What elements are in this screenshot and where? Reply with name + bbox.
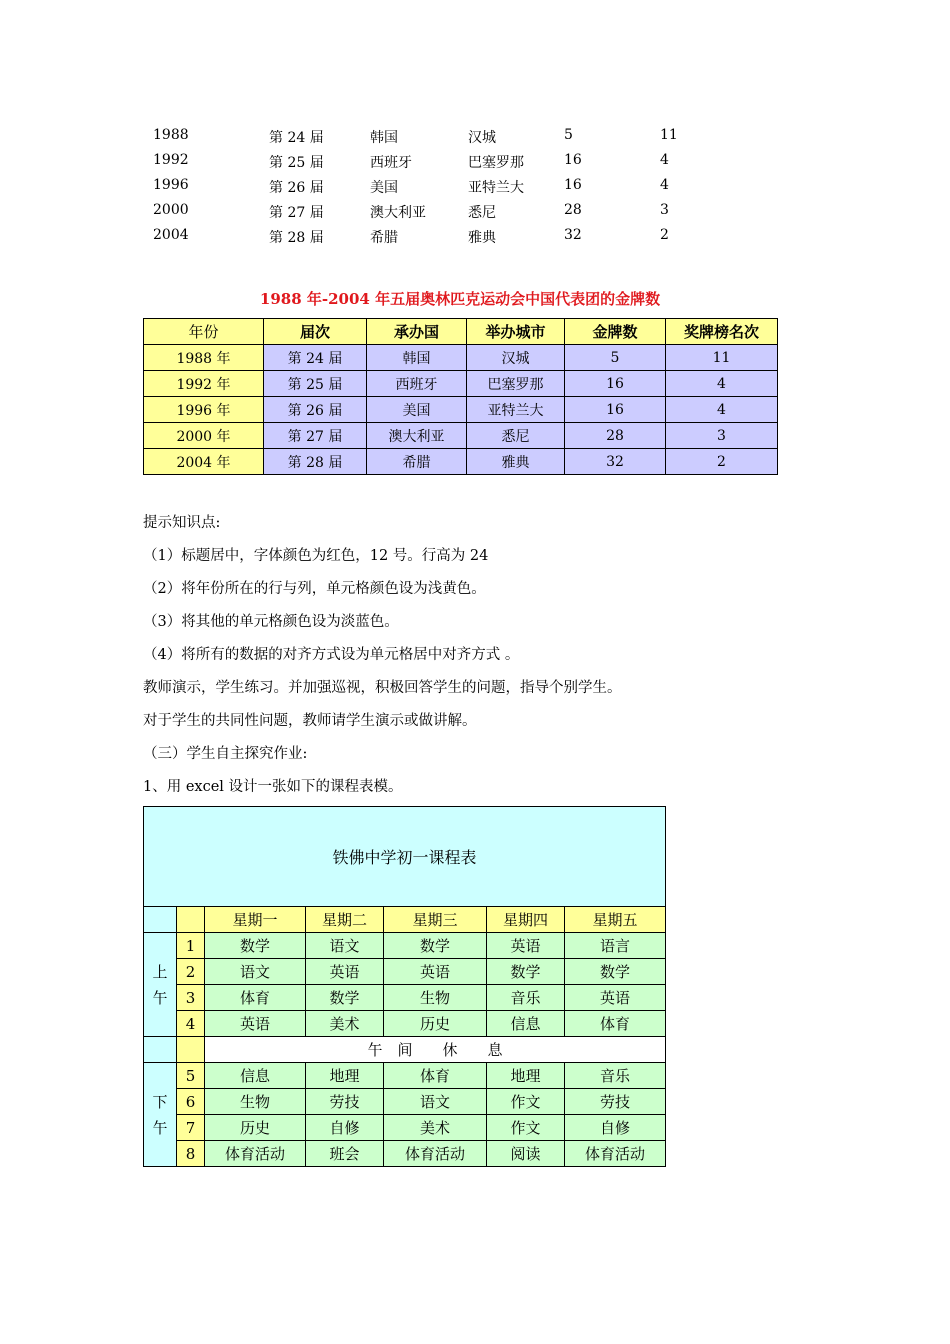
plain-rank: 4 <box>660 152 669 168</box>
plain-row <box>153 199 753 224</box>
subject-cell: 自修 <box>306 1115 384 1141</box>
schedule-row <box>144 1063 666 1089</box>
blank-cell <box>144 1037 177 1063</box>
subject-cell: 自修 <box>565 1115 666 1141</box>
schedule-row <box>144 1115 666 1141</box>
subject-cell: 作文 <box>487 1089 565 1115</box>
plain-row <box>153 224 753 249</box>
cell-country: 澳大利亚 <box>367 423 467 449</box>
period-number: 6 <box>177 1089 205 1115</box>
note-item: （1）标题居中，字体颜色为红色，12 号。行高为 24 <box>143 548 489 564</box>
plain-gold: 5 <box>564 127 573 143</box>
subject-cell: 英语 <box>487 933 565 959</box>
cell-gold: 32 <box>565 449 666 475</box>
subject-cell: 语言 <box>565 933 666 959</box>
subject-cell: 语文 <box>306 933 384 959</box>
subject-cell: 体育活动 <box>205 1141 306 1167</box>
plain-year: 2004 <box>153 227 189 243</box>
subject-cell: 信息 <box>205 1063 306 1089</box>
schedule-row <box>144 1089 666 1115</box>
day-header: 星期三 <box>384 907 487 933</box>
morning-label-char: 上 <box>152 962 168 981</box>
cell-city: 雅典 <box>467 449 565 475</box>
medal-row <box>144 397 778 423</box>
schedule-title: 铁佛中学初一课程表 <box>144 807 666 907</box>
cell-session: 第 27 届 <box>264 423 367 449</box>
medal-row <box>144 345 778 371</box>
subject-cell: 作文 <box>487 1115 565 1141</box>
subject-cell: 生物 <box>384 985 487 1011</box>
plain-year: 1988 <box>153 127 189 143</box>
cell-rank: 3 <box>666 423 778 449</box>
plain-country: 希腊 <box>370 230 398 246</box>
notes-section <box>143 507 783 804</box>
subject-cell: 历史 <box>205 1115 306 1141</box>
subject-cell: 体育活动 <box>384 1141 487 1167</box>
schedule-row <box>144 959 666 985</box>
plain-year: 1992 <box>153 152 189 168</box>
period-number: 1 <box>177 933 205 959</box>
subject-cell: 信息 <box>487 1011 565 1037</box>
notes-heading: 提示知识点: <box>143 515 221 531</box>
note-item: （4）将所有的数据的对齐方式设为单元格居中对齐方式 。 <box>143 647 520 663</box>
period-number: 8 <box>177 1141 205 1167</box>
plain-rank: 3 <box>660 202 669 218</box>
plain-rank: 11 <box>660 127 678 143</box>
cell-city: 汉城 <box>467 345 565 371</box>
subject-cell: 英语 <box>384 959 487 985</box>
morning-label <box>144 933 177 1037</box>
subject-cell: 音乐 <box>487 985 565 1011</box>
cell-year: 2000 年 <box>144 423 264 449</box>
subject-cell: 数学 <box>487 959 565 985</box>
cell-gold: 5 <box>565 345 666 371</box>
task-item: 1、用 excel 设计一张如下的课程表模。 <box>143 779 403 795</box>
schedule-row <box>144 985 666 1011</box>
cell-country: 希腊 <box>367 449 467 475</box>
period-number: 4 <box>177 1011 205 1037</box>
afternoon-label-char: 下 <box>152 1092 168 1111</box>
subject-cell: 阅读 <box>487 1141 565 1167</box>
cell-year: 1992 年 <box>144 371 264 397</box>
plain-city: 汉城 <box>468 130 496 146</box>
plain-country: 西班牙 <box>370 155 412 171</box>
subject-cell: 体育 <box>384 1063 487 1089</box>
subject-cell: 历史 <box>384 1011 487 1037</box>
plain-rank: 4 <box>660 177 669 193</box>
subject-cell: 体育活动 <box>565 1141 666 1167</box>
header-medal-rank: 奖牌榜名次 <box>666 319 778 345</box>
plain-data-list <box>153 124 753 249</box>
schedule-row <box>144 1141 666 1167</box>
medal-table <box>143 318 778 475</box>
plain-row <box>153 149 753 174</box>
plain-gold: 16 <box>564 152 582 168</box>
medal-row <box>144 371 778 397</box>
subject-cell: 数学 <box>384 933 487 959</box>
schedule-title-row <box>144 807 666 907</box>
cell-gold: 16 <box>565 397 666 423</box>
period-number: 7 <box>177 1115 205 1141</box>
schedule-row <box>144 933 666 959</box>
header-host-city: 举办城市 <box>467 319 565 345</box>
afternoon-label <box>144 1063 177 1167</box>
subject-cell: 英语 <box>565 985 666 1011</box>
cell-city: 悉尼 <box>467 423 565 449</box>
plain-city: 亚特兰大 <box>468 180 524 196</box>
subject-cell: 美术 <box>384 1115 487 1141</box>
subject-cell: 美术 <box>306 1011 384 1037</box>
morning-label-char: 午 <box>152 988 168 1007</box>
plain-country: 韩国 <box>370 130 398 146</box>
plain-year: 2000 <box>153 202 189 218</box>
plain-row <box>153 174 753 199</box>
subject-cell: 体育 <box>565 1011 666 1037</box>
subject-cell: 体育 <box>205 985 306 1011</box>
subject-cell: 英语 <box>205 1011 306 1037</box>
subject-cell: 地理 <box>306 1063 384 1089</box>
cell-session: 第 28 届 <box>264 449 367 475</box>
header-year: 年份 <box>144 319 264 345</box>
cell-gold: 28 <box>565 423 666 449</box>
blank-cell <box>144 907 177 933</box>
subject-cell: 英语 <box>306 959 384 985</box>
plain-session: 第 28 届 <box>269 230 324 246</box>
subject-cell: 劳技 <box>306 1089 384 1115</box>
header-host-country: 承办国 <box>367 319 467 345</box>
cell-rank: 4 <box>666 371 778 397</box>
period-number: 5 <box>177 1063 205 1089</box>
plain-session: 第 24 届 <box>269 130 324 146</box>
section-heading: （三）学生自主探究作业: <box>143 746 308 762</box>
subject-cell: 数学 <box>306 985 384 1011</box>
medal-table-title: 1988 年-2004 年五届奥林匹克运动会中国代表团的金牌数 <box>259 290 661 308</box>
lunch-break: 午 间 休 息 <box>205 1037 666 1063</box>
subject-cell: 语文 <box>205 959 306 985</box>
header-gold-count: 金牌数 <box>565 319 666 345</box>
schedule-table <box>143 806 666 1167</box>
subject-cell: 数学 <box>565 959 666 985</box>
plain-gold: 32 <box>564 227 582 243</box>
medal-row <box>144 449 778 475</box>
cell-year: 2004 年 <box>144 449 264 475</box>
header-session: 届次 <box>264 319 367 345</box>
afternoon-label-char: 午 <box>152 1118 168 1137</box>
lunch-row <box>144 1037 666 1063</box>
note-item: （2）将年份所在的行与列，单元格颜色设为浅黄色。 <box>143 581 486 597</box>
subject-cell: 数学 <box>205 933 306 959</box>
cell-city: 亚特兰大 <box>467 397 565 423</box>
plain-country: 澳大利亚 <box>370 205 426 221</box>
note-item: （3）将其他的单元格颜色设为淡蓝色。 <box>143 614 399 630</box>
plain-country: 美国 <box>370 180 398 196</box>
paragraph: 对于学生的共同性问题，教师请学生演示或做讲解。 <box>143 713 477 729</box>
plain-city: 悉尼 <box>468 205 496 221</box>
cell-country: 西班牙 <box>367 371 467 397</box>
day-header: 星期一 <box>205 907 306 933</box>
blank-cell <box>177 1037 205 1063</box>
blank-cell <box>177 907 205 933</box>
cell-year: 1996 年 <box>144 397 264 423</box>
paragraph: 教师演示，学生练习。并加强巡视，积极回答学生的问题，指导个别学生。 <box>143 680 622 696</box>
plain-session: 第 27 届 <box>269 205 324 221</box>
day-header: 星期四 <box>487 907 565 933</box>
subject-cell: 班会 <box>306 1141 384 1167</box>
plain-row <box>153 124 753 149</box>
plain-rank: 2 <box>660 227 669 243</box>
cell-country: 美国 <box>367 397 467 423</box>
cell-session: 第 25 届 <box>264 371 367 397</box>
cell-country: 韩国 <box>367 345 467 371</box>
subject-cell: 地理 <box>487 1063 565 1089</box>
cell-rank: 2 <box>666 449 778 475</box>
plain-gold: 28 <box>564 202 582 218</box>
plain-city: 巴塞罗那 <box>468 155 524 171</box>
plain-gold: 16 <box>564 177 582 193</box>
cell-year: 1988 年 <box>144 345 264 371</box>
cell-session: 第 24 届 <box>264 345 367 371</box>
subject-cell: 生物 <box>205 1089 306 1115</box>
medal-header-row <box>144 319 778 345</box>
schedule-row <box>144 1011 666 1037</box>
cell-city: 巴塞罗那 <box>467 371 565 397</box>
cell-rank: 4 <box>666 397 778 423</box>
subject-cell: 语文 <box>384 1089 487 1115</box>
subject-cell: 劳技 <box>565 1089 666 1115</box>
cell-gold: 16 <box>565 371 666 397</box>
period-number: 2 <box>177 959 205 985</box>
medal-row <box>144 423 778 449</box>
day-header: 星期五 <box>565 907 666 933</box>
plain-session: 第 26 届 <box>269 180 324 196</box>
subject-cell: 音乐 <box>565 1063 666 1089</box>
cell-rank: 11 <box>666 345 778 371</box>
plain-city: 雅典 <box>468 230 496 246</box>
plain-session: 第 25 届 <box>269 155 324 171</box>
plain-year: 1996 <box>153 177 189 193</box>
day-header: 星期二 <box>306 907 384 933</box>
period-number: 3 <box>177 985 205 1011</box>
schedule-header-row <box>144 907 666 933</box>
cell-session: 第 26 届 <box>264 397 367 423</box>
